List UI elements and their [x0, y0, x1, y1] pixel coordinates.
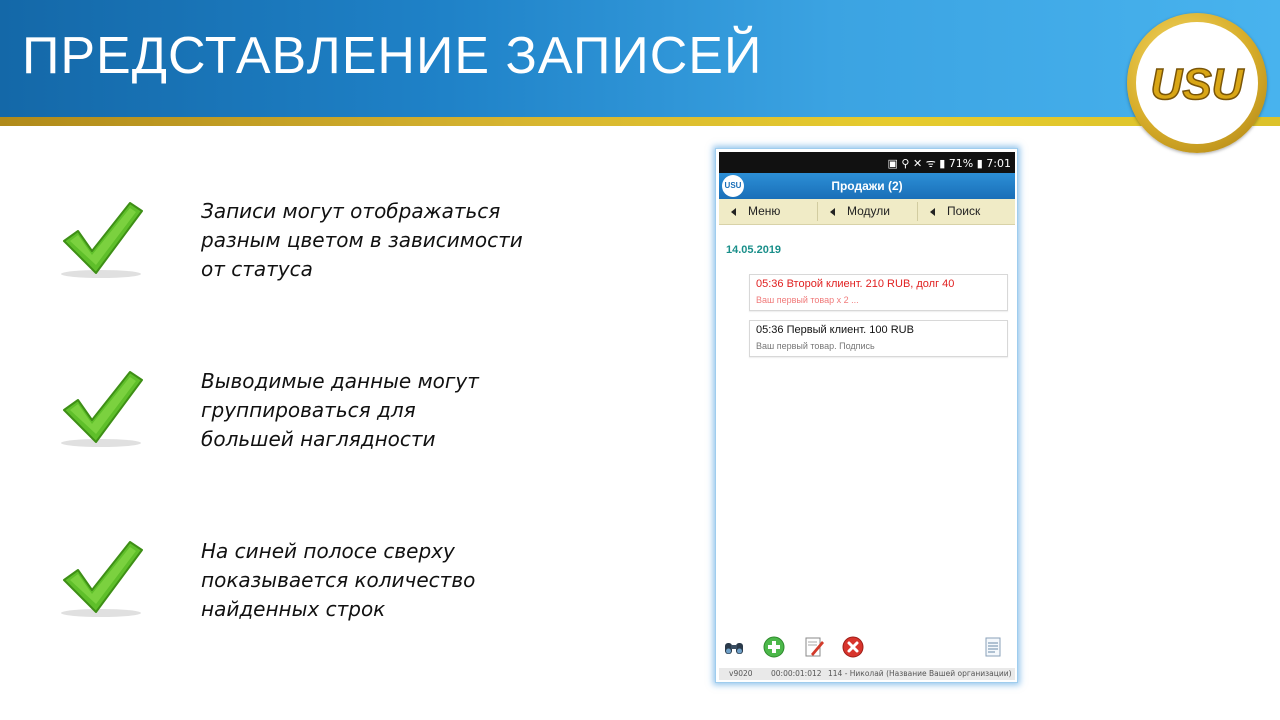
bullet-line: группироваться для — [201, 398, 416, 422]
bullet-line: большей наглядности — [201, 427, 436, 451]
bullet-line: Записи могут отображаться — [201, 199, 501, 223]
record-title: 05:36 Первый клиент. 100 RUB — [756, 324, 914, 336]
usu-logo — [1127, 13, 1267, 153]
logo-inner-circle — [1136, 22, 1258, 144]
battery-level: 71% — [948, 157, 974, 170]
battery-icon: ▮ — [976, 157, 983, 170]
delete-icon[interactable] — [842, 636, 864, 658]
nav-search-button[interactable] — [918, 199, 1016, 224]
bullet-line: показывается количество — [201, 568, 476, 592]
session-timer: 00:00:01:012 — [771, 669, 822, 678]
add-icon[interactable] — [763, 636, 785, 658]
nav-bar — [719, 199, 1015, 225]
edit-icon[interactable] — [803, 636, 825, 658]
bullet-line: Выводимые данные могут — [201, 369, 479, 393]
checkmark-icon — [56, 197, 146, 282]
record-row[interactable] — [749, 320, 1008, 357]
app-title: Продажи (2) — [831, 179, 903, 193]
checkmark-icon — [56, 366, 146, 451]
banner-divider — [0, 117, 1280, 126]
logo-text: USU — [1150, 60, 1244, 109]
app-version: v9020 — [729, 669, 753, 678]
record-row[interactable] — [749, 274, 1008, 311]
status-time: 7:01 — [986, 157, 1011, 170]
slide-title: ПРЕДСТАВЛЕНИЕ ЗАПИСЕЙ — [22, 27, 763, 85]
nav-modules-button[interactable] — [818, 199, 916, 224]
record-title: 05:36 Второй клиент. 210 RUB, долг 40 — [756, 278, 955, 290]
nav-menu-button[interactable] — [719, 199, 817, 224]
bullet-text-3 — [201, 537, 561, 624]
notification-icons: ▣ ⚲ ✕ ᯤ ▮ — [887, 157, 949, 170]
report-icon[interactable] — [982, 636, 1004, 658]
bullet-line: На синей полосе сверху — [201, 539, 455, 563]
record-details: Ваш первый товар x 2 ... — [756, 295, 859, 305]
current-user: 114 - Николай (Название Вашей организации) — [828, 669, 1012, 678]
phone-screenshot — [715, 148, 1018, 683]
nav-label: Меню — [748, 204, 781, 218]
bullet-text-1 — [201, 197, 561, 284]
bullet-text-2 — [201, 367, 561, 454]
android-status-bar — [719, 152, 1015, 173]
bullet-line: от статуса — [201, 257, 313, 281]
bullet-line: найденных строк — [201, 597, 386, 621]
nav-label: Поиск — [947, 204, 981, 218]
checkmark-icon — [56, 536, 146, 621]
record-details: Ваш первый товар. Подпись — [756, 341, 875, 351]
status-indicators — [888, 156, 1011, 171]
app-logo-icon[interactable]: USU — [722, 175, 744, 197]
arrow-left-icon — [930, 208, 935, 216]
arrow-left-icon — [830, 208, 835, 216]
group-date-header: 14.05.2019 — [726, 244, 782, 256]
app-footer — [719, 668, 1015, 680]
binoculars-icon[interactable] — [723, 636, 745, 658]
nav-label: Модули — [847, 204, 890, 218]
bullet-line: разным цветом в зависимости — [201, 228, 523, 252]
arrow-left-icon — [731, 208, 736, 216]
app-title-bar — [719, 173, 1015, 199]
